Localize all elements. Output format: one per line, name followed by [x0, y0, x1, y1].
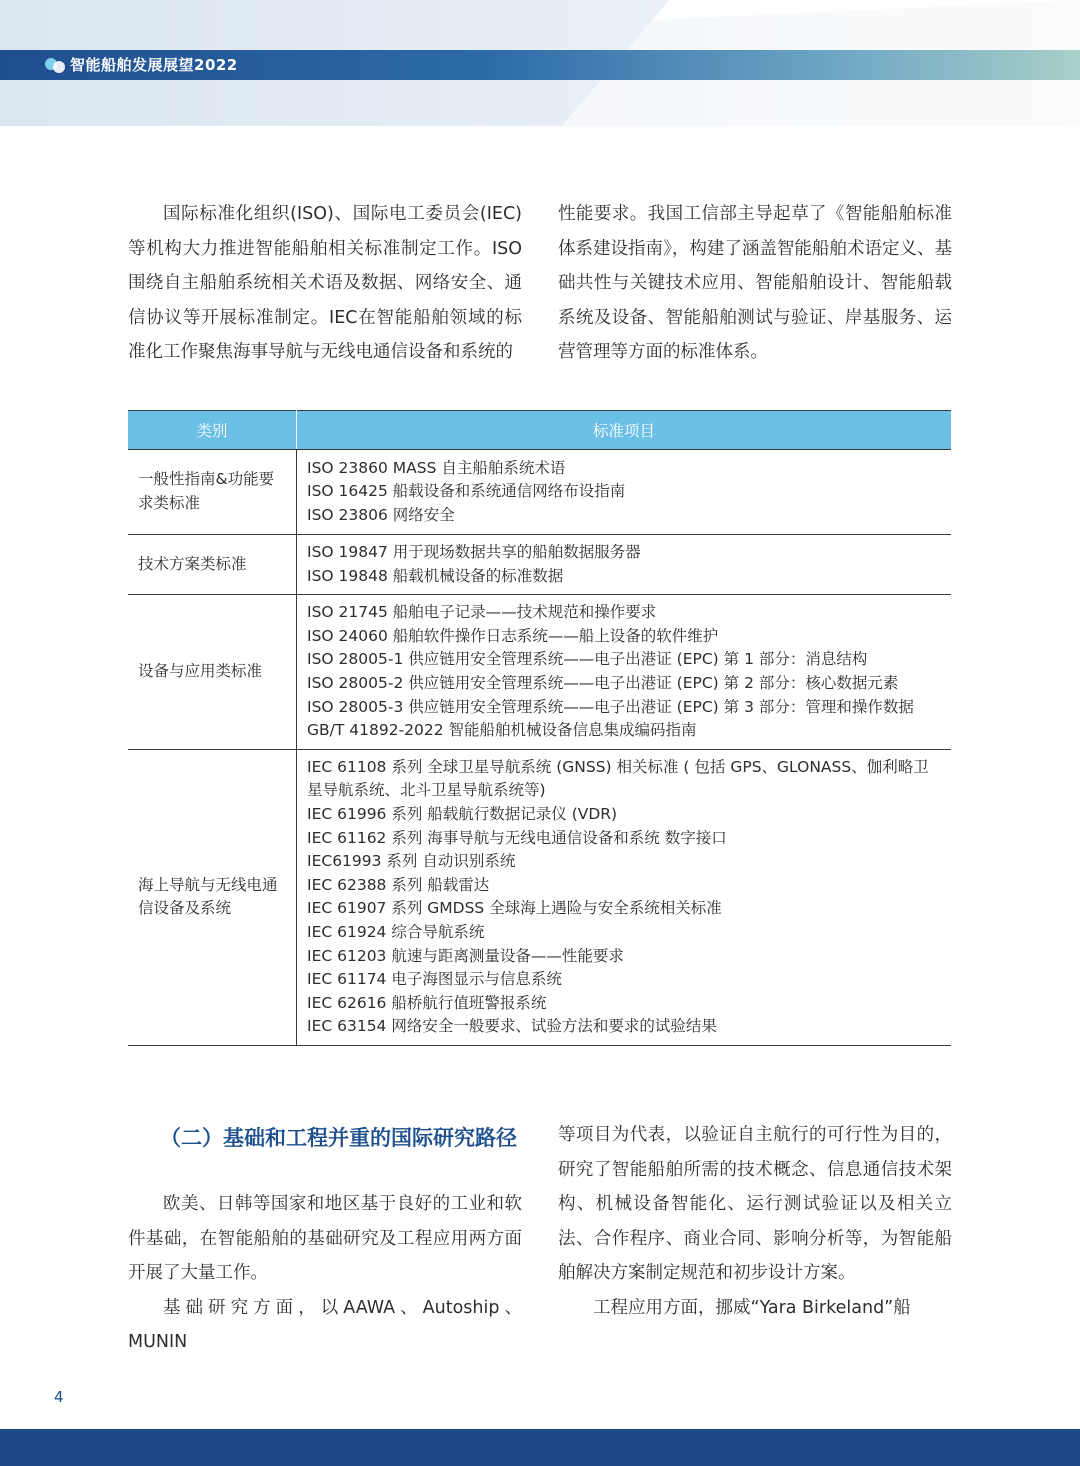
header-title: 智能船舶发展展望2022 — [70, 56, 238, 74]
standard-item: GB/T 41892-2022 智能船舶机械设备信息集成编码指南 — [307, 721, 697, 740]
header-logo-icon — [45, 56, 69, 74]
standard-item: ISO 19848 船载机械设备的标准数据 — [307, 566, 564, 585]
category-cell: 设备与应用类标准 — [128, 595, 297, 750]
intro-right-column — [558, 197, 952, 370]
table-row — [128, 595, 951, 750]
category-cell: 技术方案类标准 — [128, 535, 297, 595]
section-left-column — [128, 1187, 522, 1360]
section-heading: （二）基础和工程并重的国际研究路径 — [160, 1126, 517, 1150]
standard-item: ISO 23806 网络安全 — [307, 505, 455, 524]
standard-item: IEC 61108 系列 全球卫星导航系统 (GNSS) 相关标准 ( 包括 GPS、GLONASS、伽利略卫星导航系统、北斗卫星导航系统等) — [307, 757, 929, 800]
table-row — [128, 450, 951, 535]
category-cell: 海上导航与无线电通信设备及系统 — [128, 749, 297, 1045]
standard-item: IEC 61907 系列 GMDSS 全球海上遇险与安全系统相关标准 — [307, 899, 722, 918]
standards-table — [128, 410, 951, 1046]
table-row — [128, 535, 951, 595]
footer-bar — [0, 1429, 1080, 1466]
intro-right-paragraph: 性能要求。我国工信部主导起草了《智能船舶标准体系建设指南》，构建了涵盖智能船舶术语定义、基础共性与关键技术应用、智能船舶设计、智能船载系统及设备、智能船舶测试与验证、岸基服务、运营管理等方面的标准体系。 — [558, 204, 952, 362]
section-right-paragraph-2: 工程应用方面，挪威“Yara Birkeland”船 — [593, 1297, 911, 1318]
table-header-category: 类别 — [128, 411, 297, 450]
items-cell — [297, 595, 952, 750]
intro-left-column — [128, 197, 522, 370]
standard-item: ISO 16425 船载设备和系统通信网络布设指南 — [307, 482, 626, 501]
standard-item: IEC 61174 电子海图显示与信息系统 — [307, 970, 562, 989]
standard-item: IEC 62616 船桥航行值班警报系统 — [307, 993, 547, 1012]
items-cell — [297, 450, 952, 535]
standard-item: IEC 61162 系列 海事导航与无线电通信设备和系统 数字接口 — [307, 828, 727, 847]
standard-item: ISO 28005-2 供应链用安全管理系统——电子出港证 (EPC) 第 2 部分：核心数据元素 — [307, 673, 899, 692]
category-cell: 一般性指南&功能要求类标准 — [128, 450, 297, 535]
page-number: 4 — [54, 1388, 64, 1406]
standard-item: ISO 24060 船舶软件操作日志系统——船上设备的软件维护 — [307, 626, 719, 645]
section-right-column — [558, 1118, 952, 1325]
table-header-items: 标准项目 — [297, 411, 952, 450]
standard-item: IEC 62388 系列 船载雷达 — [307, 875, 490, 894]
items-cell — [297, 535, 952, 595]
standard-item: ISO 21745 船舶电子记录——技术规范和操作要求 — [307, 603, 657, 622]
standard-item: IEC61993 系列 自动识别系统 — [307, 852, 516, 871]
table-row — [128, 749, 951, 1045]
section-left-paragraph-1: 欧美、日韩等国家和地区基于良好的工业和软件基础，在智能船舶的基础研究及工程应用两方面开展了大量工作。 — [128, 1194, 522, 1283]
standard-item: IEC 61203 航速与距离测量设备——性能要求 — [307, 946, 624, 965]
intro-left-paragraph: 国际标准化组织(ISO)、国际电工委员会(IEC)等机构大力推进智能船舶相关标准制定工作。ISO围绕自主船舶系统相关术语及数据、网络安全、通信协议等开展标准制定。IEC在智能船舶领域的标准化工作聚焦海事导航与无线电通信设备和系统的 — [128, 204, 522, 362]
standard-item: IEC 63154 网络安全一般要求、试验方法和要求的试验结果 — [307, 1017, 717, 1036]
standard-item: ISO 23860 MASS 自主船舶系统术语 — [307, 458, 566, 477]
standard-item: ISO 28005-3 供应链用安全管理系统——电子出港证 (EPC) 第 3 部分：管理和操作数据 — [307, 697, 914, 716]
standard-item: ISO 28005-1 供应链用安全管理系统——电子出港证 (EPC) 第 1 部分：消息结构 — [307, 650, 868, 669]
standard-item: IEC 61996 系列 船载航行数据记录仪 (VDR) — [307, 804, 618, 823]
standard-item: IEC 61924 综合导航系统 — [307, 922, 485, 941]
items-cell — [297, 749, 952, 1045]
table-header-row — [128, 411, 951, 450]
section-left-paragraph-2: 基础研究方面，以AAWA、Autoship、MUNIN — [128, 1297, 522, 1352]
standard-item: ISO 19847 用于现场数据共享的船舶数据服务器 — [307, 543, 641, 561]
section-right-paragraph-1: 等项目为代表，以验证自主航行的可行性为目的，研究了智能船舶所需的技术概念、信息通信技术架构、机械设备智能化、运行测试验证以及相关立法、合作程序、商业合同、影响分析等，为智能船舶解决方案制定规范和初步设计方案。 — [558, 1125, 952, 1283]
